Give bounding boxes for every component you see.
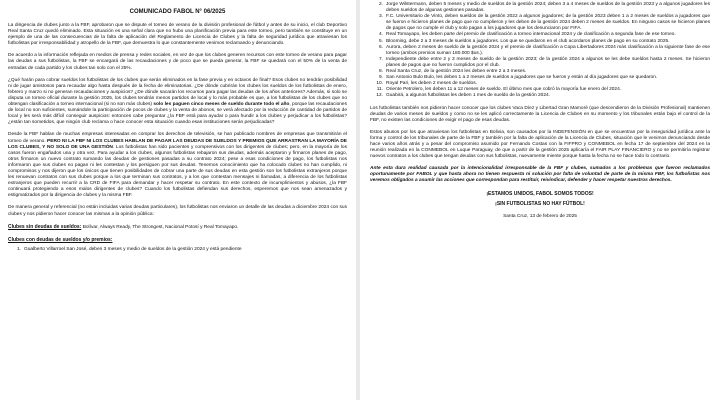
paragraph-questions-rest: , porque las recaudaciones de local no son suficientes, sumándole la participación de pocos de clubes y la venta de abonos, se verá afectado por la reducción de cantidad de partidos de local y les será más difícil conseguir auspicios: entonces cabe preguntar ¿la FBF está para ayudar o para hundir a los clubes y perjudicar a los futbolistas? ¿están tan sometidos, que ningún club reclama o hace conocer esta situación cuando esas instituciones serán perjudicadas? — [8, 102, 347, 126]
paragraph-intro: La dirigencia de clubes junto a la FBF, aprobaron que se dispute el torneo de verano de la división profesional de fútbol y antes de su inicio, el club Deportivo Real Santa Cruz quedó eliminado. Esta situación es una señal clara que no hubo una planificación previa para este torneo, pero también se constituye en un ejemplo de una de las consecuencias de la falta de aplicación del Reglamento de Licencia de Clubes y la falta de seguridad jurídica que atraviesan los futbolistas por irresponsabilidad y atropello de la FBF, que demuestra lo que constantemente venimos reclamando y denunciando. — [8, 23, 347, 47]
document-date: Santa Cruz, 13 de febrero de 2025 — [503, 213, 577, 219]
paragraph-questions-text: ¿Qué harán para cobrar sueldos los futbolistas de los clubes que serán eliminados en la fase previa y en octavos de final? Esos clubes no tendrán posibilidad ni de jugar amistosos para recaudar algo hasta después de la fecha de eliminatorias. ¿De dónde cubrirán los clubes los sueldos de los futbolistas de enero, febrero y marzo si no generan recaudaciones y auspicios? ¿De dónde sacarán los recursos para pagar las deudas de los años anteriores? Además, si solo se disputa un torneo oficial durante la gestión 2025, los clubes tendrán menos partidos de local y lo más probable es que, a los futbolistas de los clubes que no obtengan clasificación a torneo internacional (si no son más clubes) — [8, 77, 347, 108]
no-debt-heading: Clubes sin deudas de sueldos: — [8, 223, 82, 230]
list-item — [370, 14, 710, 32]
debt-list-right — [370, 2, 710, 100]
paragraph-conclusion: Ante esta dura realidad causada por la intencionalidad irresponsable de la FBF y clubes, sumados a los problemas que fueron reclamados oportunamente por FABOL y que hasta ahora no tienen respuesta ni solución por falta de voluntad de parte de la misma FBF, los futbolistas nos veremos obligados a asumir las acciones que correspondan para restituir, reivindicar, defender y hacer respetar nuestros derechos. — [370, 166, 710, 184]
slogan-united: ¡ESTAMOS UNIDOS, FABOL SOMOS TODOS! — [486, 190, 594, 197]
paragraph-tv-rights-text: Desde la FBF hablan de muchas empresas interesadas en comprar los derechos de televisión, se han publicado nombres de empresas que transmitirán el torneo de verano. — [8, 132, 347, 144]
list-item-text: Gualberto Villarroel San José, deben 3 meses y medio de sueldos de la gestión 2024 y está pendiente — [24, 246, 242, 252]
paragraph-revenue: De acuerdo a la información reflejada en medios de prensa y redes sociales, en vez de que los clubes generen recursos con este torneo de verano para pagar las deudas a sus futbolistas, la FBF se encargará de las recaudaciones y de poco que se pueda generar, la FBF se quedará con el 50% de la venta de entradas de cada partido y los clubes tan solo con el 25%. — [8, 53, 347, 71]
list-item-number: 1. — [16, 246, 21, 252]
list-item-number: 7. — [378, 56, 383, 62]
list-item-number: 11. — [376, 87, 383, 93]
paragraph-debt-summary: De manera general y referencial (no están incluidas varias deudas particulares), los futbolistas nos enviaron un detalle de las deudas a diciembre 2024 con sus clubes y nos pidieron hacer conocer las mismas a la opinión pública: — [8, 205, 347, 217]
list-item — [370, 93, 710, 99]
list-item-number: 3. — [378, 14, 383, 20]
paragraph-abuses: Estos abusos por los que atraviesan los futbolistas en Bolivia, son causados por la INDEFENSIÓN en que se encuentran por la inseguridad jurídica ante la forma y control de los tribunales de parte de la FBF y también por la falta de aplicación de la Licencia de Clubes, situación que le venimos denunciando desde hace varios años atrás y a pesar del compromiso asumido por Fernando Costas con la FIFPRO y CONMEBOL en fecha 17 de septiembre del 2024 en la reunión realizada en la CONMEBOL en Luque Paraguay, de que a partir de la gestión 2025 aplicaría el FAIR PLAY FINANCIERO y no se permitiría registrar nuevos contratos a los clubes que tengan deudas con sus futbolistas, nuevamente miente porque hasta la fecha no se hace todo lo contrario. — [370, 129, 710, 160]
list-item-text: Independiente debe entre 2 y 3 meses de sueldo de la gestión 2023; de la gestión 2024 a algunos se les debe sueldos hasta 2 meses. Se hicieron planes de pagos que no fueron cumplidos por el club. — [386, 56, 710, 68]
list-item — [8, 247, 347, 253]
right-document-page — [360, 0, 720, 400]
debt-list-left — [8, 247, 347, 253]
paragraph-relegated-clubs: Los futbolistas también nos pidieron hacer conocer que los clubes Vaca Díez y Libertad Gran Mamoré (que descendieron de la División Profesional) mantienen deudas de varios meses de sueldos y como no se les aplicó correctamente la Licencia de Clubes en su momento y los tribunales están bajo el control de la FBF, no existen las condiciones de exigir el pago de esas deudas. — [370, 105, 710, 123]
communique-title: COMUNICADO FABOL N° 06/2025 — [129, 9, 226, 15]
list-item — [370, 45, 710, 57]
list-item — [370, 57, 710, 69]
list-item-text: Guabirá, a algunos futbolistas les deben 1 mes de sueldo de la gestión 2024. — [386, 93, 551, 99]
paragraph-questions-emphasis: solo les paguen cinco meses de sueldo durante todo el año — [153, 102, 290, 108]
list-item-number: 5. — [378, 38, 383, 44]
list-item-text: F.C. Universitario de Vinto, deben sueldos de la gestión 2022 a algunos jugadores; de la gestión 2023 deben 1 a 2 meses de sueldos a jugadores que se fueron e hicieron planes de pago que no cumplieron y les deben de la gestión 2024 deben 2 meses de sueldos. En ninguno casos se hicieron planes de pagos que no cumple el club y solo pagan a los jugadores que los denunciaron por FIFA. — [386, 14, 710, 32]
list-item-text: Aurora, deben 2 meses de sueldo de la gestión 2024 y el premio de clasificación a Copa Libertadores 2024 más clasificación a la siguiente fase de ese torneo (ambos premios suman 180.000 $us.). — [386, 44, 710, 56]
list-item-text: Jorge Wilstermann, deben 5 meses y medio de sueldos de la gestión 2024; deben 3 a 4 meses de sueldos de la gestión 2023 y a algunos jugadores les deben sueldos de algunas gestiones pasadas. — [386, 2, 710, 14]
list-item-number: 4. — [378, 32, 383, 38]
list-item-number: 6. — [378, 44, 383, 50]
list-item-text: Blooming, debe 2 a 3 meses de sueldos a jugadores. Los que se quedaron en el club acordaron planes de pago en su contrato 2025. — [386, 38, 670, 44]
list-item-number: 2. — [378, 2, 383, 7]
list-item-text: Royal Pari, les deben 2 meses de sueldos. — [386, 81, 477, 87]
left-document-page — [0, 0, 356, 400]
list-item-number: 10. — [376, 81, 383, 87]
list-item-number: 12. — [376, 93, 383, 99]
list-item-text: Oriente Petrolero, les deben 11 a 12 meses de sueldo. El último mes que cobró la mayoría fue enero del 2024. — [386, 87, 622, 93]
no-debt-clubs: Bolívar, Always Ready, The Strongest, Nacional Potosí y Real Tomayapo. — [81, 224, 239, 230]
paragraph-tv-rights-emphasis: PERO NI LA FBF NI LOS CLUBES HABLAN DE PAGAR LAS DEUDAS DE SUELDOS Y PREMIOS QUE ARRASTRAN LA MAYORÍA DE LOS CLUBES, Y NO SOLO DE UNA GESTIÓN — [8, 138, 347, 150]
paragraph-tv-rights — [8, 132, 347, 199]
paragraph-tv-rights-rest: . Los futbolistas han sido pacientes y comprensivos con los dirigentes de clubes; pero, en la mayoría de los casos fueron engañados una y otra vez. Para ayudar a los clubes, algunos futbolistas rebajaron sus deudas, además aceptaron y firmaron planes de pago, otros firmaron un nuevo contrato sumando las deudas de gestiones pasadas a su contrato 2024; pese a esas condiciones de pago, los futbolistas nos informaron que sus clubes no pagan ni les contestan y los persiguen por sus deudas. Tenemos conocimiento que ha colocado clubes no han cumplido, ni compromisos y nos dijeron que los únicos que tienen posibilidades de cobrar una parte de sus deudas en esta gestión son los futbolistas extranjeros porque les renuevan contratos con sus clubes porque a los que terminan sus contratos, y a los que contestan mensajes ni llamadas, a diferencia de los futbolistas extranjeros que pueden recurrir a la CRD de FIFA para demandar y hacer respetar su contrato. En este contexto de incumplimientos y abusos, ¿la FBF continuará protegiendo a esos malos dirigentes de clubes? Cuando los futbolistas defiendan sus derechos, esperemos que nos sean amenazados y estigmatizados por la dirigencia de clubes y la misma FBF. — [8, 144, 347, 199]
list-item-text: San Antonio Bulo Bulo, les deben 1 a 2 meses de sueldos a jugadores que se fueron y están al día jugadores que se quedaron. — [386, 75, 658, 81]
debt-heading: Clubes con deudas de sueldos y/o premios: — [8, 236, 113, 243]
paragraph-questions — [8, 78, 347, 127]
list-item-text: Real Tomayapo, les deben parte del premio de clasificación a torneo internacional 2024 y de clasificación a segunda fase de ese torneo. — [386, 32, 676, 38]
clubs-without-debt — [8, 224, 347, 231]
list-item-text: Real Santa Cruz, de la gestión 2024 les deben entre 2 a 3 meses. — [386, 69, 527, 75]
list-item-number: 8. — [378, 69, 383, 75]
list-item-number: 9. — [378, 75, 383, 81]
list-item — [370, 2, 710, 14]
slogan-no-football: ¡SIN FUTBOLISTAS NO HAY FÚTBOL! — [495, 201, 585, 208]
